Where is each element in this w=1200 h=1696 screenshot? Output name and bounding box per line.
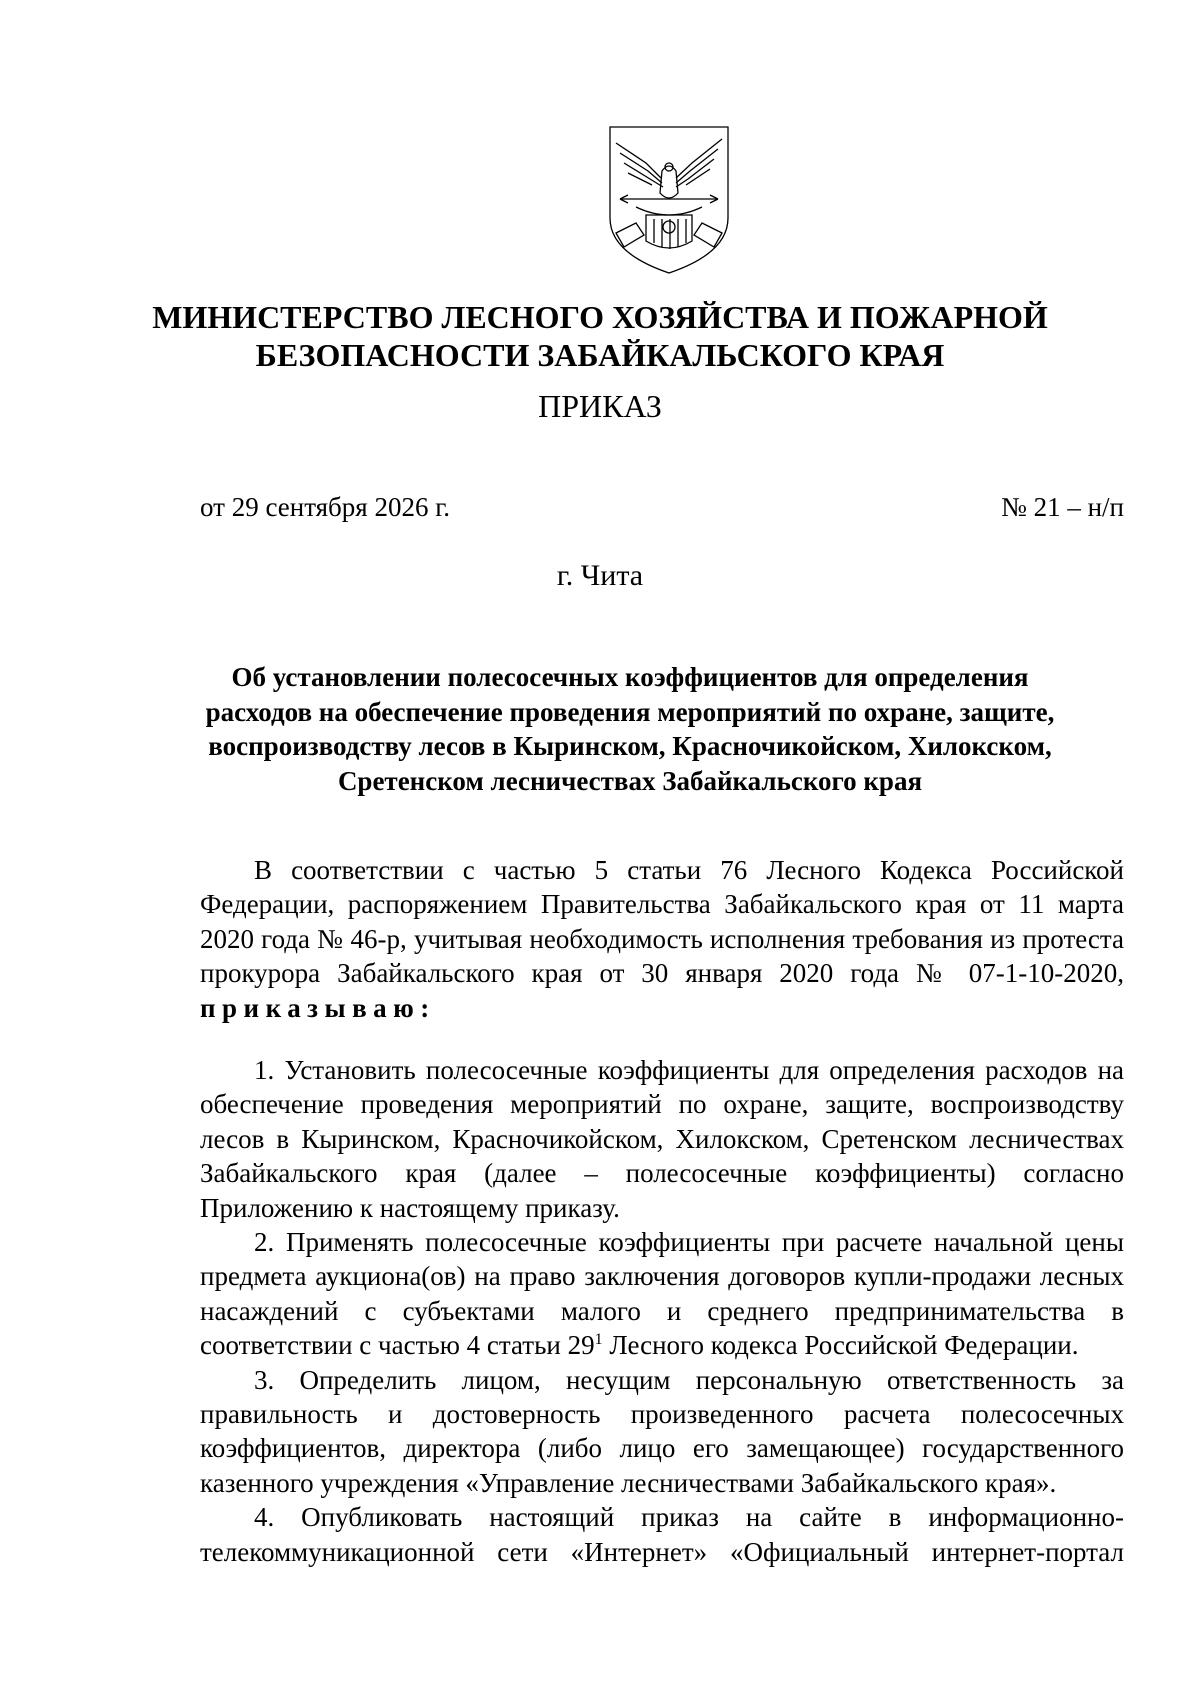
order-number: № 21 – н/п (1001, 492, 1124, 522)
order-word: приказываю: (200, 992, 436, 1023)
coat-of-arms-icon (606, 123, 732, 278)
preamble-text: В соответствии с частью 5 статьи 76 Лесного Кодекса Российской Федерации, распоряжением Правительства Забайкальского края от 11 марта 2020 года № 46-р, учитывая необходимость исполнения требования из протеста прокурора Забайкальского края от 30 января 2020 года № 07-1-10-2020, (200, 855, 1124, 989)
preamble-paragraph (200, 853, 1124, 1025)
order-item-1: 1. Установить полесосечные коэффициенты для определения расходов на обеспечение проведения мероприятий по охране, защите, воспроизводству лесов в Кыринском, Красночикойском, Хилокском, Сретенском лесничествах Забайкальского края (далее – полесосечные коэффициенты) согласно Приложению к настоящему приказу. (200, 1055, 1124, 1223)
ministry-name-line-1: МИНИСТЕРСТВО ЛЕСНОГО ХОЗЯЙСТВА И ПОЖАРНОЙ (152, 299, 1048, 335)
document-type: ПРИКАЗ (538, 388, 662, 424)
subject-line-4: Сретенском лесничествах Забайкальского края (337, 765, 923, 796)
article-superscript: 1 (594, 1331, 603, 1349)
order-items (200, 1053, 1124, 1569)
order-item-2-text: 2. Применять полесосечные коэффициенты при расчете начальной цены предмета аукциона(ов) на право заключения договоров купли-продажи лесных насаждений с субъектами малого и среднего предпринимательства в соответствии с частью 4 статьи 29 (200, 1227, 1124, 1361)
order-item-4: 4. Опубликовать настоящий приказ на сайте в информационно-телекоммуникационной сети «Интернет» «Официальный интернет-портал (200, 1502, 1124, 1567)
order-city: г. Чита (556, 559, 644, 592)
order-date: от 29 сентября 2026 г. (200, 492, 450, 522)
order-subject (170, 660, 1090, 798)
ministry-name (0, 298, 1200, 374)
preamble (200, 853, 1124, 1025)
order-item-2-tail: Лесного кодекса Российской Федерации. (602, 1330, 1079, 1361)
subject-line-1: Об установлении полесосечных коэффициентов для определения (231, 662, 1029, 692)
subject-line-3: воспроизводству лесов в Кыринском, Красночикойском, Хилокском, (208, 731, 1052, 761)
subject-line-2: расходов на обеспечение проведения мероприятий по охране, защите, (205, 696, 1055, 727)
order-item-2 (200, 1225, 1124, 1363)
order-item-3: 3. Определить лицом, несущим персональную ответственность за правильность и достоверность произведенного расчета полесосечных коэффициентов, директора (либо лицо его замещающее) государственного казенного учреждения «Управление лесничествами Забайкальского края». (200, 1364, 1124, 1498)
ministry-name-line-2: БЕЗОПАСНОСТИ ЗАБАЙКАЛЬСКОГО КРАЯ (255, 337, 945, 373)
